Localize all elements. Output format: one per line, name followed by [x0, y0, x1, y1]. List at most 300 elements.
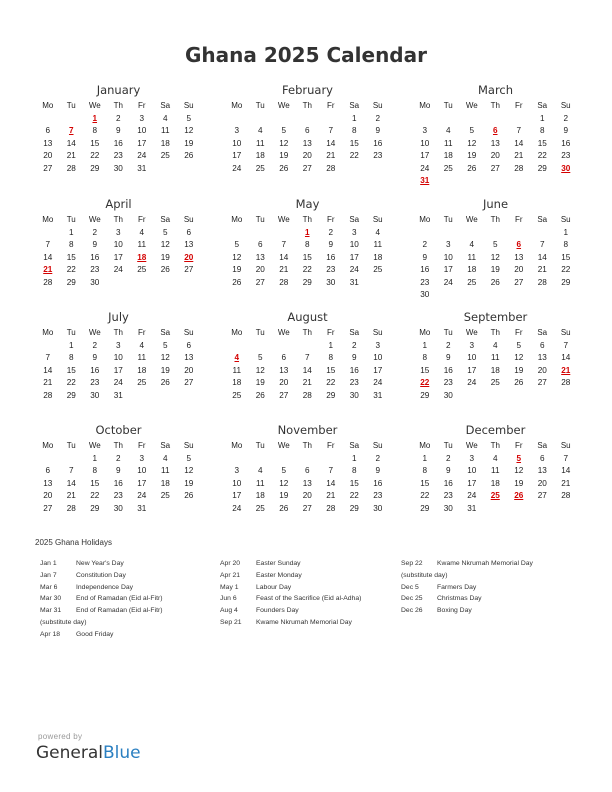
- day-cell: 8: [304, 240, 310, 250]
- day-cell: 18: [255, 151, 265, 161]
- day-cell: 13: [302, 478, 312, 488]
- day-cell: 1: [351, 114, 357, 123]
- weekday-header: Fr: [137, 441, 146, 450]
- holiday-day-cell: 1: [304, 228, 310, 237]
- day-cell: 18: [490, 478, 500, 488]
- day-cell: 16: [373, 138, 383, 148]
- holiday-day-cell: 21: [43, 265, 53, 275]
- holiday-row: [220, 582, 400, 594]
- weekday-header: Mo: [231, 328, 243, 337]
- holiday-name: Boxing Day: [437, 607, 472, 615]
- day-cell: 27: [184, 378, 194, 388]
- day-cell: 8: [92, 466, 98, 476]
- powered-by-text: powered by: [38, 732, 83, 741]
- day-cell: 23: [561, 151, 571, 161]
- empty-cell: [36, 453, 60, 465]
- day-cell: 19: [160, 252, 170, 262]
- weekday-header: Sa: [160, 215, 171, 224]
- weekday-header: Th: [490, 441, 500, 450]
- holiday-day-cell: 22: [420, 378, 430, 388]
- holiday-row: [40, 605, 220, 617]
- day-cell: 10: [137, 126, 147, 136]
- day-cell: 22: [66, 265, 76, 275]
- day-cell: 2: [351, 341, 357, 350]
- weekday-header: Tu: [66, 101, 76, 110]
- empty-cell: [531, 227, 555, 239]
- empty-cell: [437, 113, 461, 125]
- day-cell: 5: [234, 240, 240, 250]
- day-cell: 14: [302, 365, 312, 375]
- day-cell: 14: [279, 252, 289, 262]
- day-cell: 2: [445, 341, 451, 350]
- day-cell: 8: [328, 353, 334, 363]
- day-cell: 8: [539, 126, 545, 136]
- day-cell: 25: [467, 277, 477, 287]
- holiday-date: Mar 30: [40, 595, 62, 603]
- day-cell: 24: [113, 265, 123, 275]
- day-cell: 10: [443, 252, 453, 262]
- month-july: [36, 309, 201, 402]
- day-cell: 9: [375, 126, 381, 136]
- day-cell: 22: [349, 491, 359, 501]
- weekday-header: Fr: [326, 328, 335, 337]
- holiday-name: Kwame Nkrumah Memorial Day: [437, 560, 533, 567]
- day-cell: 5: [281, 126, 287, 136]
- weekday-header: Th: [490, 215, 500, 224]
- weekday-header: We: [88, 101, 101, 110]
- day-cell: 11: [161, 466, 170, 476]
- holiday-name: Christmas Day: [437, 595, 482, 603]
- day-cell: 24: [113, 378, 123, 388]
- day-cell: 17: [232, 491, 242, 501]
- weekday-header: Tu: [255, 101, 265, 110]
- weekday-header: Tu: [443, 101, 453, 110]
- day-cell: 7: [281, 240, 287, 250]
- day-cell: 22: [420, 491, 430, 501]
- weekday-header: We: [465, 101, 478, 110]
- day-cell: 28: [326, 503, 336, 513]
- day-cell: 12: [279, 138, 289, 148]
- day-cell: 19: [160, 365, 170, 375]
- day-cell: 17: [373, 365, 383, 375]
- day-cell: 28: [66, 503, 76, 513]
- day-cell: 26: [160, 378, 170, 388]
- day-cell: 16: [90, 365, 100, 375]
- day-cell: 22: [326, 378, 336, 388]
- day-cell: 19: [232, 265, 242, 275]
- holiday-day-cell: 21: [561, 365, 571, 375]
- month-days-grid: [225, 213, 390, 289]
- day-cell: 25: [443, 163, 453, 173]
- weekday-header: Th: [302, 215, 312, 224]
- day-cell: 7: [563, 341, 569, 350]
- day-cell: 26: [490, 277, 500, 287]
- generalblue-logo[interactable]: [36, 743, 141, 763]
- weekday-header: Sa: [349, 101, 360, 110]
- day-cell: 22: [66, 378, 76, 388]
- day-cell: 26: [232, 277, 242, 287]
- holiday-name: Labour Day: [256, 583, 292, 591]
- day-cell: 18: [232, 378, 242, 388]
- day-cell: 13: [279, 365, 289, 375]
- day-cell: 30: [443, 503, 453, 513]
- day-cell: 12: [279, 478, 289, 488]
- weekday-header: Mo: [231, 215, 243, 224]
- weekday-header: Tu: [66, 441, 76, 450]
- day-cell: 9: [563, 126, 569, 136]
- weekday-header: We: [465, 328, 478, 337]
- holiday-day-cell: 1: [92, 114, 98, 123]
- day-cell: 31: [137, 163, 147, 173]
- day-cell: 15: [349, 478, 359, 488]
- day-cell: 7: [328, 466, 334, 476]
- weekday-header: We: [88, 441, 101, 450]
- day-cell: 18: [373, 252, 383, 262]
- day-cell: 29: [302, 277, 312, 287]
- day-cell: 1: [563, 228, 569, 237]
- month-may: [225, 196, 390, 289]
- weekday-header: We: [277, 328, 290, 337]
- day-cell: 13: [537, 466, 547, 476]
- day-cell: 11: [467, 252, 476, 262]
- day-cell: 26: [184, 491, 194, 501]
- weekday-header: Th: [490, 101, 500, 110]
- day-cell: 16: [326, 252, 336, 262]
- weekday-header: Mo: [42, 328, 54, 337]
- day-cell: 4: [375, 228, 381, 237]
- day-cell: 12: [160, 353, 170, 363]
- day-cell: 3: [115, 341, 121, 350]
- day-cell: 10: [467, 353, 477, 363]
- weekday-header: Su: [560, 215, 571, 224]
- day-cell: 31: [467, 503, 477, 513]
- month-name: February: [282, 83, 333, 97]
- day-cell: 18: [443, 151, 453, 161]
- day-cell: 12: [232, 252, 242, 262]
- day-cell: 17: [420, 151, 430, 161]
- day-cell: 3: [351, 228, 357, 237]
- empty-cell: [460, 227, 484, 239]
- holiday-row: [220, 605, 400, 617]
- day-cell: 23: [90, 378, 100, 388]
- day-cell: 10: [232, 138, 242, 148]
- day-cell: 9: [422, 252, 428, 262]
- day-cell: 12: [490, 252, 500, 262]
- holiday-day-cell: 4: [234, 353, 240, 363]
- day-cell: 23: [326, 265, 336, 275]
- holiday-name: New Year's Day: [76, 560, 124, 567]
- day-cell: 26: [279, 503, 289, 513]
- weekday-header: Mo: [42, 441, 54, 450]
- day-cell: 4: [492, 454, 498, 463]
- day-cell: 15: [90, 138, 100, 148]
- day-cell: 24: [232, 163, 242, 173]
- weekday-header: Fr: [514, 328, 523, 337]
- weekday-header: Fr: [326, 441, 335, 450]
- day-cell: 25: [137, 378, 147, 388]
- weekday-header: Tu: [255, 215, 265, 224]
- day-cell: 17: [467, 365, 477, 375]
- day-cell: 15: [66, 252, 76, 262]
- weekday-header: Tu: [255, 441, 265, 450]
- weekday-header: Mo: [42, 101, 54, 110]
- day-cell: 13: [302, 138, 312, 148]
- day-cell: 18: [255, 491, 265, 501]
- day-cell: 6: [539, 341, 545, 350]
- weekday-header: Fr: [137, 215, 146, 224]
- day-cell: 14: [561, 466, 571, 476]
- empty-cell: [484, 227, 508, 239]
- day-cell: 28: [279, 277, 289, 287]
- day-cell: 6: [539, 454, 545, 463]
- empty-cell: [249, 340, 273, 352]
- holiday-name: (substitute day): [40, 618, 87, 626]
- month-march: [413, 82, 578, 187]
- weekday-header: Fr: [326, 215, 335, 224]
- month-name: April: [105, 197, 132, 211]
- empty-cell: [36, 340, 60, 352]
- day-cell: 9: [351, 353, 357, 363]
- empty-cell: [484, 113, 508, 125]
- day-cell: 23: [443, 491, 453, 501]
- month-days-grid: [36, 326, 201, 402]
- day-cell: 28: [66, 163, 76, 173]
- month-february: [225, 82, 390, 175]
- empty-cell: [249, 227, 273, 239]
- day-cell: 3: [139, 114, 145, 123]
- holiday-row: [401, 558, 581, 570]
- day-cell: 7: [304, 353, 310, 363]
- day-cell: 21: [326, 491, 336, 501]
- holiday-row: [40, 582, 220, 594]
- holiday-date: Jan 7: [40, 571, 57, 579]
- day-cell: 17: [467, 478, 477, 488]
- day-cell: 7: [45, 240, 51, 250]
- day-cell: 18: [467, 265, 477, 275]
- weekday-header: Th: [113, 215, 123, 224]
- weekday-header: Fr: [137, 101, 146, 110]
- weekday-header: Fr: [514, 101, 523, 110]
- day-cell: 9: [92, 240, 98, 250]
- day-cell: 11: [137, 240, 146, 250]
- day-cell: 19: [279, 491, 289, 501]
- day-cell: 24: [137, 491, 147, 501]
- day-cell: 4: [445, 126, 451, 136]
- day-cell: 19: [184, 138, 194, 148]
- day-cell: 3: [234, 126, 240, 136]
- day-cell: 24: [349, 265, 359, 275]
- day-cell: 27: [537, 378, 547, 388]
- day-cell: 9: [375, 466, 381, 476]
- holiday-date: Aug 4: [220, 607, 238, 615]
- day-cell: 16: [90, 252, 100, 262]
- day-cell: 4: [139, 341, 145, 350]
- day-cell: 2: [328, 228, 334, 237]
- day-cell: 20: [490, 151, 500, 161]
- day-cell: 6: [45, 466, 51, 476]
- day-cell: 11: [491, 466, 500, 476]
- month-october: [36, 422, 201, 515]
- day-cell: 12: [160, 240, 170, 250]
- day-cell: 29: [561, 277, 571, 287]
- day-cell: 20: [184, 365, 194, 375]
- day-cell: 3: [115, 228, 121, 237]
- day-cell: 12: [514, 353, 524, 363]
- empty-cell: [296, 113, 320, 125]
- day-cell: 23: [443, 378, 453, 388]
- day-cell: 15: [302, 252, 312, 262]
- day-cell: 16: [113, 138, 123, 148]
- day-cell: 19: [514, 478, 524, 488]
- day-cell: 1: [328, 341, 334, 350]
- day-cell: 2: [422, 240, 428, 250]
- weekday-header: Sa: [537, 215, 548, 224]
- day-cell: 14: [326, 138, 336, 148]
- day-cell: 4: [257, 466, 263, 476]
- holiday-day-cell: 18: [137, 252, 147, 262]
- page-title: Ghana 2025 Calendar: [185, 43, 427, 67]
- day-cell: 11: [256, 478, 265, 488]
- day-cell: 25: [232, 390, 242, 400]
- day-cell: 21: [66, 151, 76, 161]
- day-cell: 10: [373, 353, 383, 363]
- holiday-row: [40, 558, 220, 570]
- day-cell: 28: [561, 491, 571, 501]
- day-cell: 31: [373, 390, 383, 400]
- weekday-header: Sa: [349, 328, 360, 337]
- month-name: December: [465, 423, 526, 437]
- month-name: November: [277, 423, 338, 437]
- month-days-grid: [225, 99, 390, 175]
- weekday-header: We: [88, 328, 101, 337]
- empty-cell: [507, 227, 531, 239]
- day-cell: 8: [563, 240, 569, 250]
- day-cell: 13: [43, 138, 53, 148]
- day-cell: 15: [561, 252, 571, 262]
- day-cell: 20: [514, 265, 524, 275]
- day-cell: 8: [92, 126, 98, 136]
- day-cell: 2: [115, 114, 121, 123]
- weekday-header: Tu: [66, 215, 76, 224]
- weekday-header: Sa: [349, 441, 360, 450]
- month-november: [225, 422, 390, 515]
- day-cell: 19: [184, 478, 194, 488]
- weekday-header: We: [465, 441, 478, 450]
- weekday-header: Sa: [349, 215, 360, 224]
- empty-cell: [36, 227, 60, 239]
- day-cell: 22: [302, 265, 312, 275]
- day-cell: 21: [326, 151, 336, 161]
- day-cell: 18: [160, 478, 170, 488]
- day-cell: 16: [349, 365, 359, 375]
- day-cell: 13: [537, 353, 547, 363]
- day-cell: 15: [66, 365, 76, 375]
- empty-cell: [319, 453, 343, 465]
- day-cell: 3: [469, 454, 475, 463]
- day-cell: 29: [90, 163, 100, 173]
- holiday-column: [40, 558, 220, 641]
- holiday-row: [401, 582, 581, 594]
- day-cell: 29: [90, 503, 100, 513]
- day-cell: 31: [349, 277, 359, 287]
- day-cell: 9: [328, 240, 334, 250]
- holiday-row: [40, 617, 220, 629]
- weekday-header: Fr: [514, 215, 523, 224]
- day-cell: 13: [43, 478, 53, 488]
- day-cell: 10: [137, 466, 147, 476]
- weekday-header: Tu: [443, 441, 453, 450]
- day-cell: 26: [467, 163, 477, 173]
- day-cell: 25: [490, 378, 500, 388]
- day-cell: 4: [162, 454, 168, 463]
- day-cell: 28: [326, 163, 336, 173]
- empty-cell: [272, 340, 296, 352]
- holiday-row: [220, 593, 400, 605]
- day-cell: 16: [561, 138, 571, 148]
- day-cell: 16: [443, 478, 453, 488]
- day-cell: 27: [184, 265, 194, 275]
- day-cell: 18: [137, 365, 147, 375]
- holiday-date: Sep 21: [220, 618, 242, 626]
- day-cell: 24: [420, 163, 430, 173]
- holiday-row: [40, 629, 220, 641]
- weekday-header: Mo: [231, 101, 243, 110]
- holiday-column: [220, 558, 400, 629]
- day-cell: 22: [537, 151, 547, 161]
- day-cell: 14: [537, 252, 547, 262]
- day-cell: 14: [514, 138, 524, 148]
- day-cell: 4: [162, 114, 168, 123]
- day-cell: 12: [184, 466, 194, 476]
- empty-cell: [507, 113, 531, 125]
- month-name: August: [287, 310, 328, 324]
- day-cell: 6: [45, 126, 51, 136]
- day-cell: 3: [445, 240, 451, 250]
- day-cell: 30: [373, 503, 383, 513]
- month-days-grid: [413, 99, 578, 187]
- holiday-date: Apr 18: [40, 630, 61, 638]
- holiday-date: Dec 5: [401, 583, 419, 591]
- day-cell: 9: [445, 466, 451, 476]
- day-cell: 22: [90, 491, 100, 501]
- day-cell: 20: [537, 365, 547, 375]
- day-cell: 21: [43, 378, 53, 388]
- day-cell: 7: [563, 454, 569, 463]
- weekday-header: We: [465, 215, 478, 224]
- day-cell: 30: [326, 277, 336, 287]
- day-cell: 17: [443, 265, 453, 275]
- month-days-grid: [36, 213, 201, 289]
- holiday-date: May 1: [220, 583, 239, 591]
- day-cell: 15: [420, 478, 430, 488]
- holiday-date: Sep 22: [401, 560, 423, 567]
- holiday-date: Apr 21: [220, 571, 241, 579]
- day-cell: 9: [445, 353, 451, 363]
- day-cell: 23: [420, 277, 430, 287]
- day-cell: 15: [326, 365, 336, 375]
- day-cell: 11: [256, 138, 265, 148]
- day-cell: 13: [514, 252, 524, 262]
- day-cell: 14: [326, 478, 336, 488]
- day-cell: 19: [514, 365, 524, 375]
- day-cell: 9: [92, 353, 98, 363]
- day-cell: 5: [162, 341, 168, 350]
- day-cell: 19: [467, 151, 477, 161]
- day-cell: 23: [90, 265, 100, 275]
- month-june: [413, 196, 578, 301]
- day-cell: 27: [43, 163, 53, 173]
- day-cell: 26: [255, 390, 265, 400]
